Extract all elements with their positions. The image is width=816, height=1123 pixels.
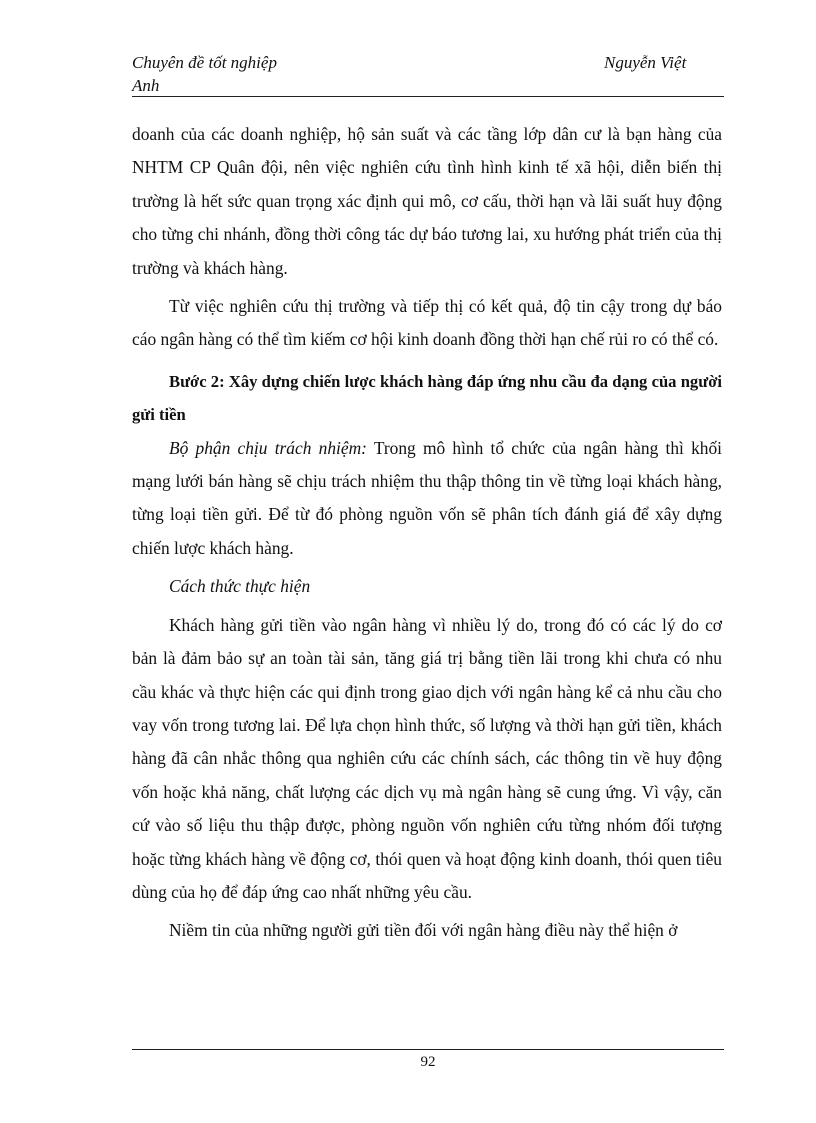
paragraph-depositor-trust: Niềm tin của những người gửi tiền đối với ngân hàng điều này thể hiện ở (169, 920, 678, 941)
footer-divider (132, 1049, 724, 1050)
subheading-method: Cách thức thực hiện (169, 576, 311, 597)
paragraph-responsibility (132, 432, 722, 566)
header-document-title: Chuyên đề tốt nghiệp (132, 53, 277, 72)
header-divider (132, 96, 724, 97)
header-author-surname: Anh (132, 76, 160, 95)
header-author-name: Nguyễn Việt (604, 53, 687, 72)
page-body (132, 118, 722, 948)
responsibility-text: Trong mô hình tổ chức của ngân hàng thì khối mạng lưới bán hàng sẽ chịu trách nhiệm thu thập thông tin về từng loại khách hàng, từng loại tiền gửi. Để từ đó phòng nguồn vốn sẽ phân tích đánh giá để xây dựng chiến lược khách hàng. (132, 437, 722, 558)
responsibility-label: Bộ phận chịu trách nhiệm: (169, 437, 367, 458)
page-number: 92 (420, 1054, 436, 1070)
page-header (132, 52, 724, 96)
paragraph-forecast: Từ việc nghiên cứu thị trường và tiếp thị có kết quả, độ tin cậy trong dự báo cáo ngân hàng có thể tìm kiếm cơ hội kinh doanh đồng thời hạn chế rủi ro có thể có. (132, 296, 722, 350)
paragraph-customer-reasons: Khách hàng gửi tiền vào ngân hàng vì nhiều lý do, trong đó có các lý do cơ bản là đảm bảo sự an toàn tài sản, tăng giá trị bằng tiền lãi trong khi chưa có nhu cầu khác và thực hiện các qui định trong giao dịch với ngân hàng kể cả nhu cầu cho vay vốn trong tương lai. Để lựa chọn hình thức, số lượng và thời hạn gửi tiền, khách hàng đã cân nhắc thông qua nghiên cứu các chính sách, các thông tin về huy động vốn hoặc khả năng, chất lượng các dịch vụ mà ngân hàng sẽ cung ứng. Vì vậy, căn cứ vào số liệu thu thập được, phòng nguồn vốn nghiên cứu từng nhóm đối tượng hoặc từng khách hàng về động cơ, thói quen và hoạt động kinh doanh, thói quen tiêu dùng của họ để đáp ứng cao nhất những yêu cầu. (132, 614, 722, 902)
section-heading-step-2: Bước 2: Xây dựng chiến lược khách hàng đáp ứng nhu cầu đa dạng của người gửi tiền (132, 371, 722, 425)
paragraph-market-research: doanh của các doanh nghiệp, hộ sản suất và các tầng lớp dân cư là bạn hàng của NHTM CP Quân đội, nên việc nghiên cứu tình hình kinh tế xã hội, diễn biến thị trường là hết sức quan trọng xác định qui mô, cơ cấu, thời hạn và lãi suất huy động cho từng chi nhánh, đồng thời công tác dự báo tương lai, xu hướng phát triển của thị trường và khách hàng. (132, 124, 722, 278)
